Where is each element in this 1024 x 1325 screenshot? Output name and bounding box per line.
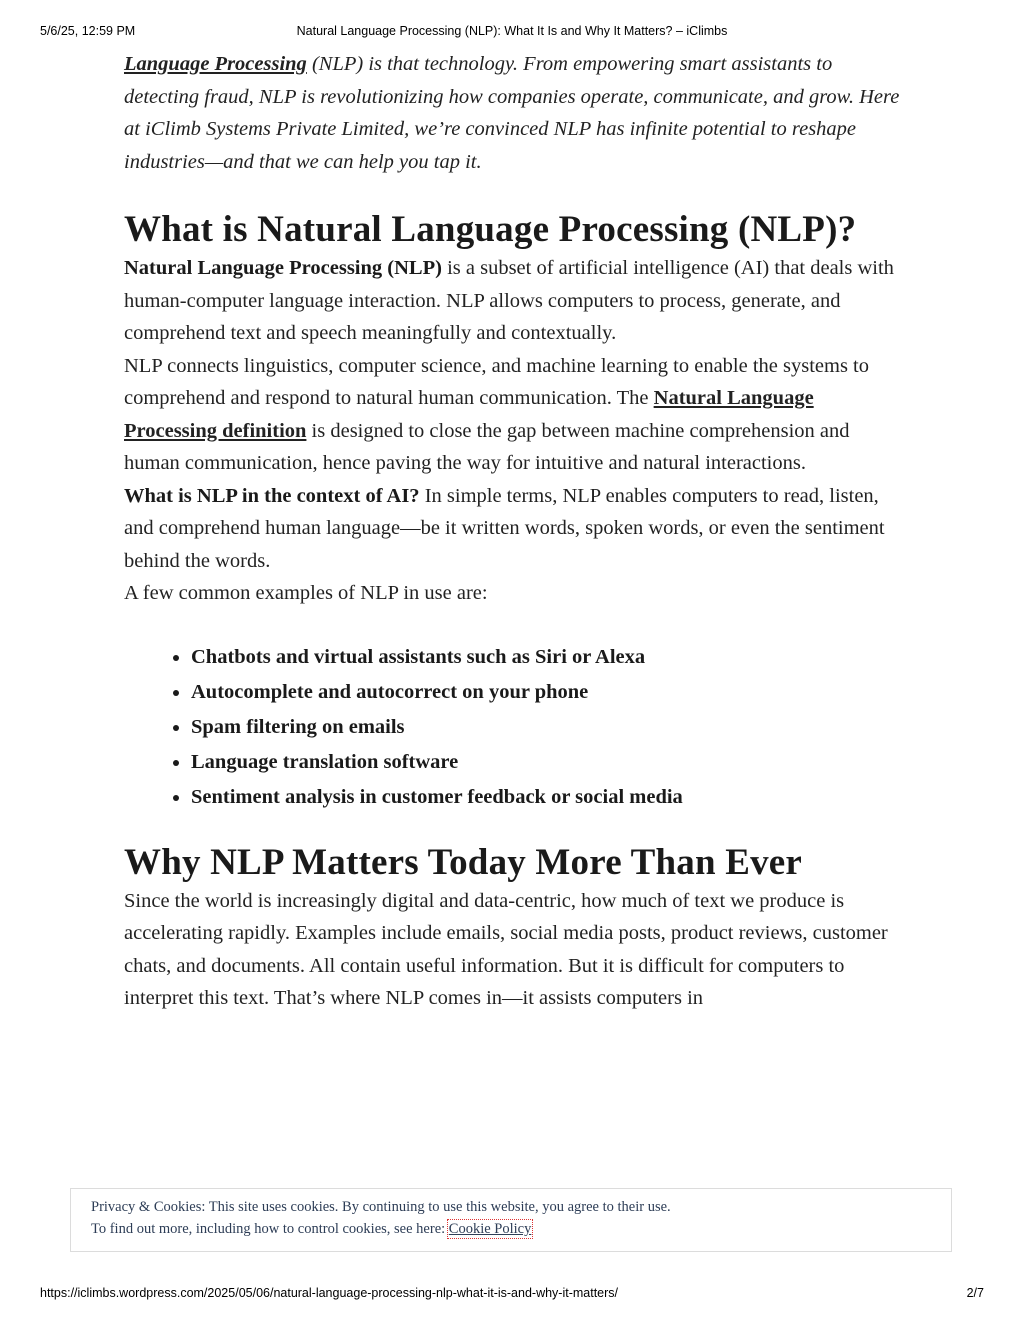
list-item: • Chatbots and virtual assistants such as Siri or Alexa: [191, 640, 904, 675]
why-nlp-paragraph: Since the world is increasingly digital and data-centric, how much of text we produce is accelerating rapidly. Examples include emails, social media posts, product reviews, customer chats, and documents. All contain useful information. But it is difficult for computers to interpret this text. That’s where NLP comes in—it assists computers in: [124, 889, 888, 1010]
nlp-connects-text: NLP connects linguistics, computer science, and machine learning to enable the systems to comprehend and respond to natural human communication. The: [124, 354, 870, 410]
nlp-term: Natural Language Processing (NLP): [124, 257, 442, 280]
list-item: • Autocomplete and autocorrect on your phone: [191, 675, 904, 710]
print-header: [40, 24, 984, 42]
intro-text: (NLP) is that technology. From empowering smart assistants to detecting fraud, NLP is revolutionizing how companies operate, communicate, and grow. Here at iClimb Systems Private Limited, we’re convinced NLP has infinite potential to reshape industries—and that we can help you tap it.: [124, 53, 900, 173]
cookie-banner: [70, 1188, 952, 1252]
cookie-more-info-text: To find out more, including how to control cookies, see here:: [91, 1221, 449, 1237]
nlp-definition-text: is a subset of artificial intelligence (AI) that deals with human-computer language interaction. NLP allows computers to process, generate, and comprehend text and speech meaningfully and contextually.: [124, 257, 894, 345]
nlp-definition-link[interactable]: Natural Language Processing definition: [124, 387, 814, 442]
cookie-more-info: [91, 1221, 531, 1238]
cookie-notice-text: Privacy & Cookies: This site uses cookies. By continuing to use this website, you agree to their use.: [91, 1199, 671, 1215]
print-url: https://iclimbs.wordpress.com/2025/05/06/natural-language-processing-nlp-what-it-is-and-why-it-matters/: [40, 1286, 619, 1300]
nlp-connects-text-end: is designed to close the gap between machine comprehension and human communication, hence paving the way for intuitive and natural interactions.: [124, 419, 850, 475]
nlp-ai-context-paragraph: [124, 480, 904, 578]
cookie-policy-link[interactable]: Cookie Policy: [448, 1221, 532, 1237]
nlp-connects-paragraph: [124, 350, 904, 480]
nlp-link[interactable]: Language Processing: [124, 53, 307, 75]
examples-intro: A few common examples of NLP in use are:: [124, 582, 488, 605]
nlp-ai-answer: In simple terms, NLP enables computers to read, listen, and comprehend human language—be it written words, spoken words, or even the sentiment behind the words.: [124, 484, 885, 572]
page-number: 2/7: [966, 1286, 984, 1300]
article-content: [124, 48, 904, 1015]
nlp-definition-paragraph: [124, 252, 904, 350]
list-item: • Sentiment analysis in customer feedback or social media: [191, 780, 904, 815]
section-heading-what-is-nlp: What is Natural Language Processing (NLP)?: [124, 209, 857, 251]
print-page-title: Natural Language Processing (NLP): What It Is and Why It Matters? – iClimbs: [296, 24, 728, 38]
section-heading-why-nlp-matters: Why NLP Matters Today More Than Ever: [124, 841, 803, 883]
print-footer: [40, 1286, 984, 1304]
print-date: 5/6/25, 12:59 PM: [40, 24, 136, 38]
examples-list: [124, 640, 904, 815]
nlp-ai-question: What is NLP in the context of AI?: [124, 484, 420, 507]
list-item: • Language translation software: [191, 745, 904, 780]
list-item: • Spam filtering on emails: [191, 710, 904, 745]
intro-paragraph: [124, 48, 904, 178]
